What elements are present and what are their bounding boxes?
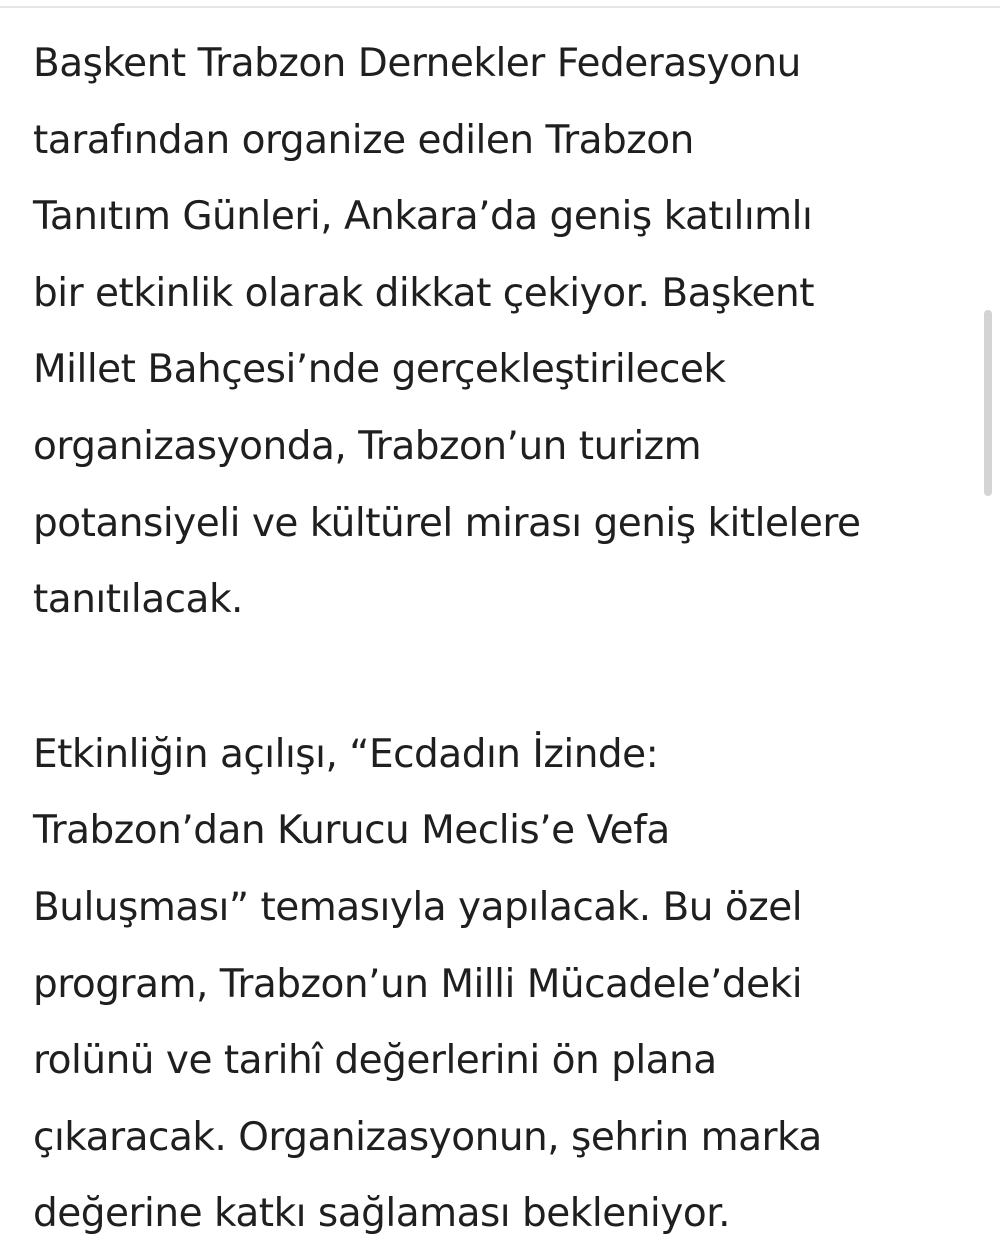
article-body <box>33 26 968 1253</box>
paragraph-line: değerine katkı sağlaması bekleniyor. <box>33 1191 731 1237</box>
paragraph-line: Buluşması” temasıyla yapılacak. Bu özel <box>33 884 803 930</box>
top-divider <box>0 0 1000 8</box>
scrollbar-thumb[interactable] <box>984 310 992 496</box>
paragraph-spacer <box>33 639 968 717</box>
paragraph-line: çıkaracak. Organizasyonun, şehrin marka <box>33 1114 822 1160</box>
paragraph-line: tarafından organize edilen Trabzon <box>33 117 694 163</box>
paragraph-line: rolünü ve tarihî değerlerini ön plana <box>33 1038 717 1084</box>
scrollbar-track[interactable] <box>978 0 1000 1197</box>
paragraph-line: potansiyeli ve kültürel mirası geniş kitlelere <box>33 500 861 546</box>
paragraph-line: Tanıtım Günleri, Ankara’da geniş katılımlı <box>33 194 813 240</box>
paragraph-line: Etkinliğin açılışı, “Ecdadın İzinde: <box>33 731 659 777</box>
paragraph-2 <box>33 717 968 1253</box>
paragraph-line: Trabzon’dan Kurucu Meclis’e Vefa <box>33 808 670 854</box>
paragraph-line: Başkent Trabzon Dernekler Federasyonu <box>33 41 801 86</box>
paragraph-line: Millet Bahçesi’nde gerçekleştirilecek <box>33 347 726 393</box>
paragraph-1 <box>33 26 968 639</box>
paragraph-line: tanıtılacak. <box>33 577 243 623</box>
paragraph-line: program, Trabzon’un Milli Mücadele’deki <box>33 961 803 1007</box>
paragraph-line: bir etkinlik olarak dikkat çekiyor. Başkent <box>33 270 814 316</box>
paragraph-line: organizasyonda, Trabzon’un turizm <box>33 423 702 469</box>
